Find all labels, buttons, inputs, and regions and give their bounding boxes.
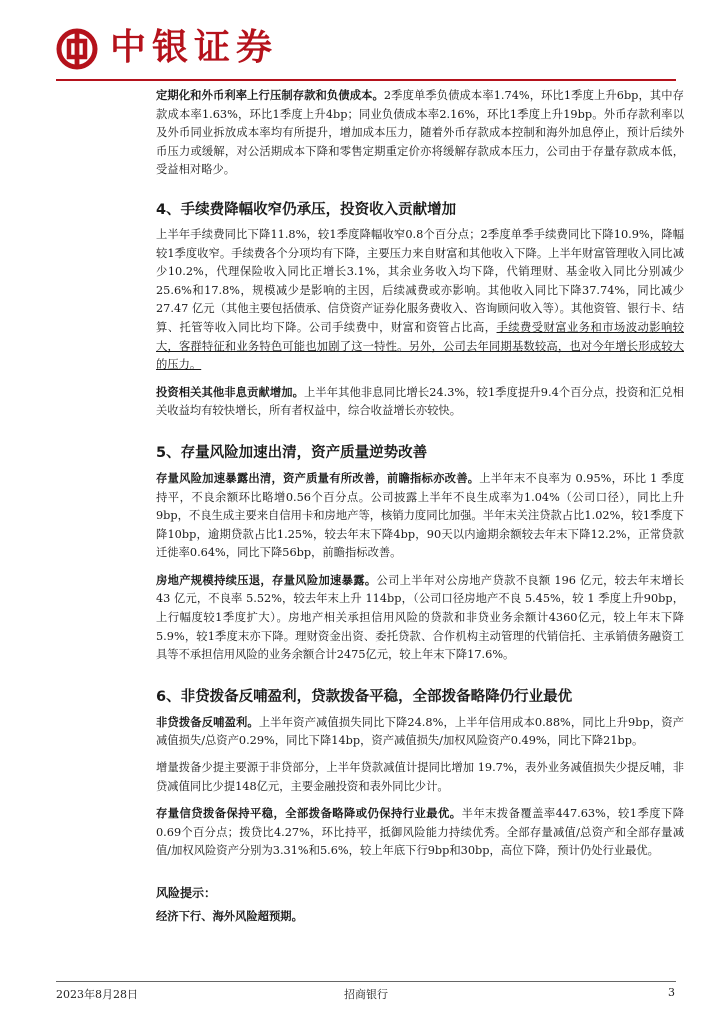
report-body [156, 86, 684, 925]
paragraph-lead: 非贷拨备反哺盈利。 [156, 714, 259, 729]
bank-logo-icon [56, 28, 98, 70]
paragraph-other-income [156, 383, 684, 421]
paragraph-text: 上半年资产减值损失同比下降24.8%，上半年信用成本0.88%，同比上升9bp，资产减值损失/总资产0.29%，同比下降14bp，资产减值损失/加权风险资产0.49%，同比下降21bp。 [156, 715, 684, 748]
section-6-title: 6、非贷拨备反哺盈利，贷款拨备平稳，全部拨备略降仍行业最优 [156, 688, 573, 705]
paragraph-provision-profit [156, 713, 684, 751]
paragraph-lead: 房地产规模持续压退，存量风险加速暴露。 [156, 572, 377, 587]
paragraph-lead: 存量信贷拨备保持平稳，全部拨备略降或仍保持行业最优。 [156, 806, 462, 821]
paragraph-text: 2季度单季负债成本率1.74%，环比1季度上升6bp，其中存款成本率1.63%，环比1季度上升4bp；同业负债成本率2.16%，环比1季度上升19bp。外币存款利率以及外币同业拆放成本率均有所提升，增加成本压力，随着外币存款成本控制和海外加息停止，预计后续外币压力或缓解，对公活期成本下降和零售定期重定价亦将缓解存款成本压力，公司由于存量存款成本低，受益相对略少。 [156, 89, 684, 177]
paragraph-text: 上半年手续费同比下降11.8%，较1季度降幅收窄0.8个百分点；2季度单季手续费同比下降10.9%，降幅较1季度收窄。手续费各个分项均有下降，主要压力来自财富和其他收入下降。上半年财富管理收入同比减少10.2%，代理保险收入同比正增长3.1%，其余业务收入均下降，代销理财、基金收入同比分别减少25.6%和17.8%，规模减少是影响的主因，后续减费或亦影响。其他收入同比下降37.74%，同比减少 27.47 亿元（其他主要包括债承、信贷资产证券化服务费收入、咨询顾问收入等）。其他资管、银行卡、结算、托管等收入同比均下降。公司手续费中，财富和资管占比高， [156, 227, 684, 334]
footer-date: 2023年8月28日 [56, 988, 138, 1001]
paragraph-asset-quality [156, 469, 684, 563]
paragraph-text: 公司上半年对公房地产贷款不良额 196 亿元，较去年末增长 43 亿元，不良率 5.52%，较去年末上升 114bp，（公司口径房地产不良 5.45%，较 1 季度上升90bp，上行幅度较1季度扩大）。房地产相关承担信用风险的贷款和非贷业务余额计4360亿元，较上年末下降5.9%，较1季度末亦下降。理财资金出资、委托贷款、合作机构主动管理的代销信托、主承销债务融资工具等不承担信用风险的业务余额合计2475亿元，较上年末下降17.6%。 [156, 573, 684, 662]
footer-rule [56, 981, 676, 982]
paragraph-real-estate [156, 571, 684, 665]
underlined-text: 手续费受财富业务和市场波动影响较大，客群特征和业务特色可能也加剧了这一特性。另外，公司去年同期基数较高，也对今年增长形成较大的压力。 [156, 320, 684, 372]
footer-page-number: 3 [668, 986, 675, 999]
risk-text: 经济下行、海外风险超预期。 [156, 909, 303, 923]
paragraph-text: 增量拨备少提主要源于非贷部分，上半年贷款减值计提同比增加 19.7%，表外业务减值损失少提反哺，非贷减值同比少提148亿元，主要金融投资和表外同比少计。 [156, 761, 684, 793]
paragraph-lead: 投资相关其他非息贡献增加。 [156, 384, 304, 399]
footer-company: 招商银行 [344, 988, 388, 1001]
paragraph-lead: 存量风险加速暴露出清，资产质量有所改善，前瞻指标亦改善。 [156, 470, 480, 485]
paragraph-provision-source [156, 759, 684, 796]
paragraph-text: 上半年其他非息同比增长24.3%，较1季度提升9.4个百分点，投资和汇兑相关收益均有较快增长，所有者权益中，综合收益增长亦较快。 [156, 385, 684, 418]
header-rule [56, 79, 676, 81]
paragraph-provision-stock [156, 804, 684, 861]
section-4-title: 4、手续费降幅收窄仍承压，投资收入贡献增加 [156, 201, 457, 218]
paragraph-text: 半年末拨备覆盖率447.63%，较1季度下降0.69个百分点；拨贷比4.27%，环比持平，抵御风险能力持续优秀。全部存量减值/总资产和全部存量减值/加权风险资产分别为3.31%和5.6%，较上年底下行9bp和30bp，高位下降，预计仍处行业最优。 [156, 807, 684, 858]
risk-title: 风险提示： [156, 886, 217, 900]
paragraph-funding-cost [156, 86, 684, 180]
paragraph-fee-income [156, 226, 684, 375]
report-header [56, 24, 676, 76]
section-5-title: 5、存量风险加速出清，资产质量逆势改善 [156, 444, 428, 461]
paragraph-text: 上半年末不良率为 0.95%，环比 1 季度持平，不良余额环比略增0.56个百分点。公司披露上半年不良生成率为1.04%（公司口径），同比上升9bp，不良生成主要来自信用卡和房地产等，核销力度同比加强。半年末关注贷款占比1.02%，较1季度下降10bp，逾期贷款占比1.25%，较去年末下降4bp，90天以内逾期余额较去年末下降12.2%，正常贷款迁徙率0.64%，同比下降56bp，前瞻指标改善。 [156, 471, 684, 560]
paragraph-lead: 定期化和外币利率上行压制存款和负债成本。 [156, 88, 384, 102]
brand-name: 中银证券 [110, 27, 279, 68]
